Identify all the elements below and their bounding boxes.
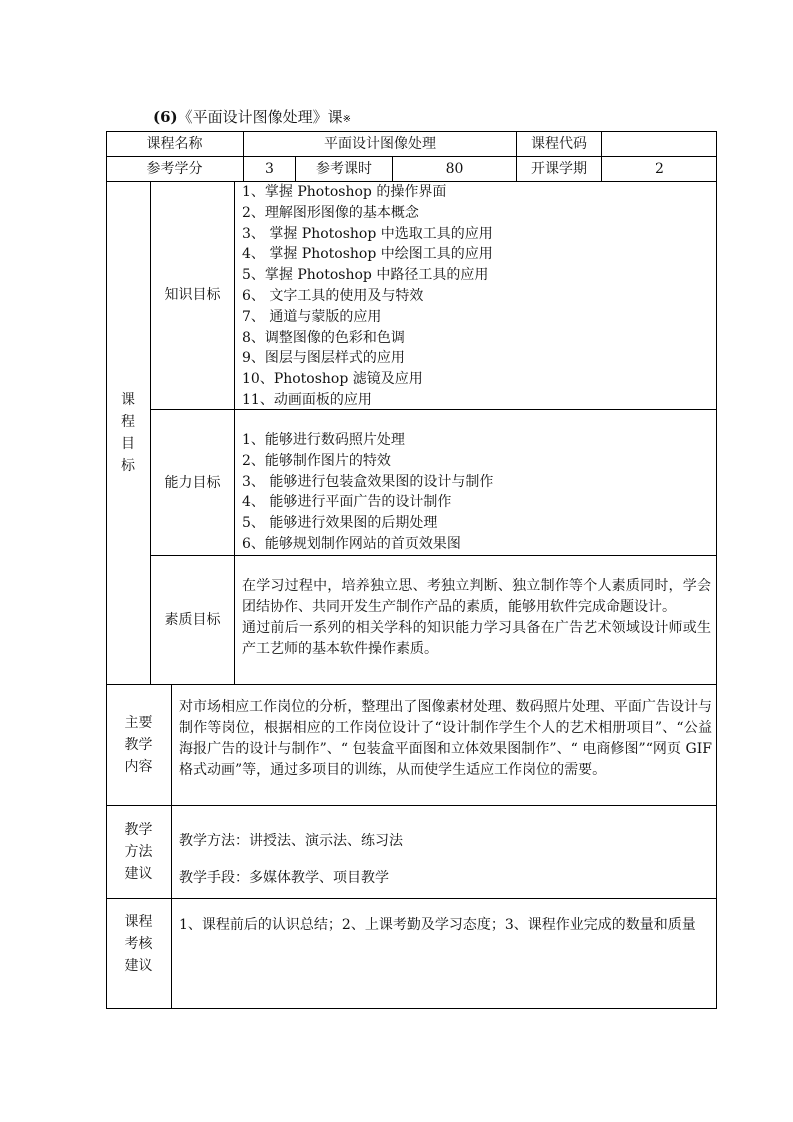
- paragraph: 对市场相应工作岗位的分析，整理出了图像素材处理、数码照片处理、平面广告设计与制作等岗位，根据相应的工作岗位设计了“设计制作学生个人的艺术相册项目”、“公益海报广告的设计与制作”、“ 包装盒平面图和立体效果图制作”、“ 电商修图”“网页 GIF 格式动画”等，通过多项目的训练，从而使学生适应工作岗位的需要。: [179, 699, 712, 778]
- quality-objective-text: [242, 576, 711, 660]
- list-item: 5、 能够进行效果图的后期处理: [242, 515, 438, 532]
- list-item: 1、掌握 Photoshop 的操作界面: [242, 184, 447, 200]
- course-code-label: 课程代码: [531, 135, 587, 152]
- list-item: 4、 掌握 Photoshop 中绘图工具的应用: [242, 246, 493, 263]
- course-name-value: 平面设计图像处理: [324, 135, 436, 152]
- reference-mark: ※: [342, 114, 352, 125]
- credit-label: 参考学分: [146, 160, 203, 177]
- list-item: 10、Photoshop 滤镜及应用: [242, 371, 423, 388]
- ability-objective-label: 能力目标: [164, 474, 221, 491]
- list-item: 11、动画面板的应用: [242, 391, 372, 408]
- course-code-value: [602, 131, 717, 156]
- course-table: [106, 131, 717, 1009]
- section-title: 《平面设计图像处理》课: [177, 108, 343, 126]
- list-item: 6、 文字工具的使用及与特效: [242, 287, 424, 304]
- hours-label: 参考课时: [316, 160, 372, 177]
- list-item: 3、 掌握 Photoshop 中选取工具的应用: [242, 225, 493, 242]
- term-value: 2: [655, 160, 664, 177]
- methods-label-line: 教学: [124, 822, 153, 838]
- assessment-label: [106, 899, 171, 1009]
- objectives-label-char: 课: [121, 391, 135, 408]
- list-item: 6、能够规划制作网站的首页效果图: [242, 535, 461, 552]
- list-item: 7、 通道与蒙版的应用: [242, 308, 382, 325]
- objectives-label-char: 标: [121, 457, 135, 474]
- list-item: 8、调整图像的色彩和色调: [242, 329, 405, 346]
- list-item: 1、能够进行数码照片处理: [242, 432, 405, 448]
- assessment-text: [179, 915, 712, 936]
- knowledge-objective-label: 知识目标: [164, 287, 221, 303]
- ability-objective-list: [242, 430, 712, 555]
- term-label: 开课学期: [531, 160, 587, 177]
- content-label-line: 内容: [124, 759, 153, 775]
- methods-label-line: 方法: [124, 844, 153, 860]
- credit-value: 3: [265, 160, 274, 177]
- content-label: [106, 685, 171, 805]
- content-text: [179, 697, 712, 781]
- list-item: 3、 能够进行包装盒效果图的设计与制作: [242, 473, 494, 490]
- teaching-means: 教学手段：多媒体教学、项目教学: [179, 869, 389, 886]
- knowledge-objective-list: [242, 182, 712, 411]
- hours-value: 80: [445, 160, 464, 177]
- list-item: 2、能够制作图片的特效: [242, 452, 391, 469]
- section-number: (6): [153, 108, 178, 126]
- course-name-label: 课程名称: [146, 135, 203, 152]
- methods-label-line: 建议: [124, 866, 153, 882]
- paragraph: 在学习过程中，培养独立思、考独立判断、独立制作等个人素质同时，学会团结协作、共同开发生产制作产品的素质，能够用软件完成命题设计。: [242, 578, 711, 615]
- section-heading: [153, 107, 351, 130]
- objectives-label: [106, 181, 150, 684]
- quality-objective-label: 素质目标: [164, 612, 221, 628]
- assessment-label-line: 课程: [124, 914, 153, 930]
- teaching-method: 教学方法：讲授法、演示法、练习法: [179, 833, 403, 849]
- content-label-line: 教学: [124, 737, 153, 753]
- list-item: 4、 能够进行平面广告的设计制作: [242, 494, 452, 511]
- list-item: 5、掌握 Photoshop 中路径工具的应用: [242, 267, 489, 284]
- paragraph: 通过前后一系列的相关学科的知识能力学习具备在广告艺术领域设计师或生产工艺师的基本软件操作素质。: [242, 620, 711, 657]
- objectives-label-char: 程: [121, 413, 135, 430]
- list-item: 9、图层与图层样式的应用: [242, 350, 405, 367]
- content-label-line: 主要: [124, 715, 153, 731]
- assessment-label-line: 建议: [124, 958, 153, 974]
- assessment-label-line: 考核: [124, 936, 153, 952]
- objectives-label-char: 目: [121, 435, 135, 452]
- methods-text: [179, 831, 712, 889]
- paragraph: 1、课程前后的认识总结；2、上课考勤及学习态度；3、课程作业完成的数量和质量: [179, 917, 696, 933]
- methods-label: [106, 806, 171, 898]
- list-item: 2、理解图形图像的基本概念: [242, 204, 419, 221]
